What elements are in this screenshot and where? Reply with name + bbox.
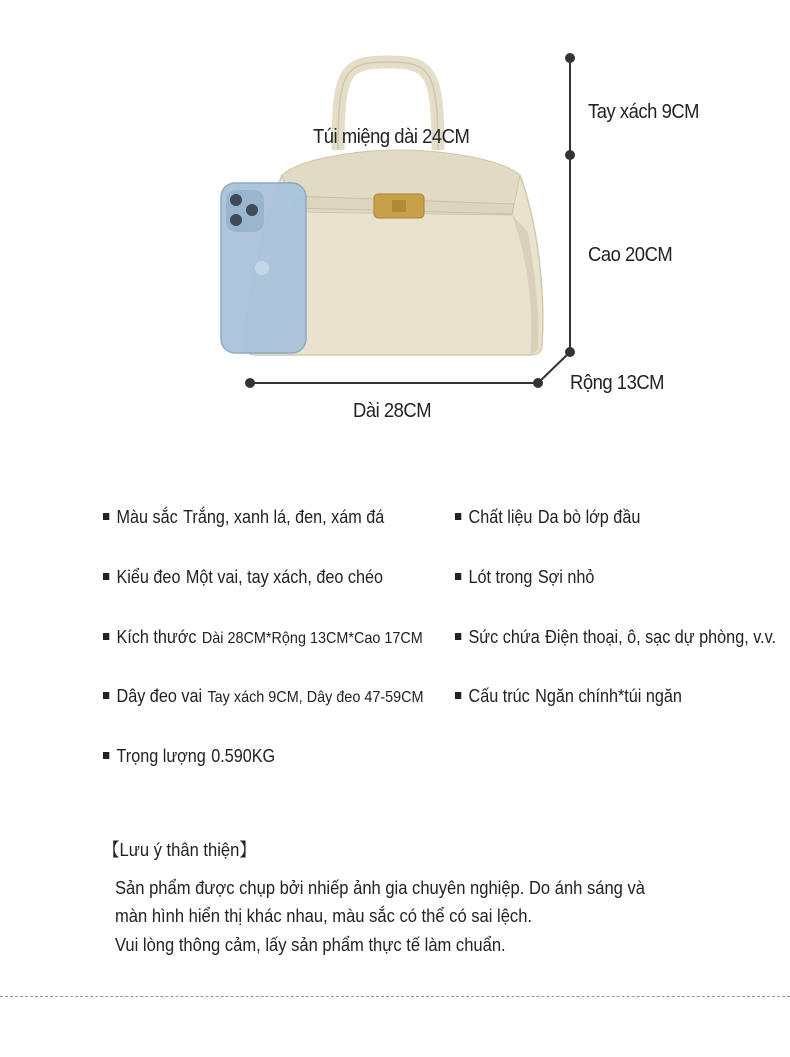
bag-illustration <box>0 0 790 440</box>
depth-dimension-line <box>538 352 570 383</box>
phone-lens-1 <box>230 194 242 206</box>
length-label: Dài 28CM <box>353 400 432 422</box>
phone-logo <box>255 261 269 275</box>
dimension-point-mid <box>565 150 575 160</box>
bullet-icon <box>455 573 461 580</box>
bullet-icon <box>455 513 461 520</box>
height-label: Cao 20CM <box>588 244 673 266</box>
spec-item-strap: Dây đeo vai Tay xách 9CM, Dây đeo 47-59CM <box>103 686 424 707</box>
bag-lock-plate <box>392 200 406 212</box>
dashed-divider <box>0 996 790 997</box>
spec-item-color: Màu sắc Trắng, xanh lá, đen, xám đá <box>103 507 384 528</box>
bullet-icon <box>103 633 109 640</box>
note-line-3: Vui lòng thông cảm, lấy sản phẩm thực tế làm chuẩn. <box>115 935 506 955</box>
note-line-1: Sản phẩm được chụp bởi nhiếp ảnh gia chuyên nghiệp. Do ánh sáng và <box>115 878 645 898</box>
spec-item-material: Chất liệu Da bò lớp đầu <box>455 507 640 528</box>
spec-item-style: Kiểu đeo Một vai, tay xách, đeo chéo <box>103 567 383 588</box>
spec-item-capacity: Sức chứa Điện thoại, ô, sạc dự phòng, v.v. <box>455 627 776 648</box>
opening-label: Túi miệng dài 24CM <box>313 126 470 148</box>
bullet-icon <box>455 633 461 640</box>
spec-item-lining: Lót trong Sợi nhỏ <box>455 567 594 588</box>
note-title: 【Lưu ý thân thiện】 <box>103 840 256 860</box>
length-point-left <box>245 378 255 388</box>
note-line-2: màn hình hiển thị khác nhau, màu sắc có thể có sai lệch. <box>115 906 533 926</box>
handle-label: Tay xách 9CM <box>588 101 700 123</box>
bullet-icon <box>455 692 461 699</box>
dimension-point-top <box>565 53 575 63</box>
phone-lens-3 <box>230 214 242 226</box>
product-dimension-diagram <box>0 0 790 440</box>
bullet-icon <box>103 513 109 520</box>
spec-item-size: Kích thước Dài 28CM*Rộng 13CM*Cao 17CM <box>103 627 423 648</box>
spec-item-weight: Trọng lượng 0.590KG <box>103 746 275 767</box>
spec-item-structure: Cấu trúc Ngăn chính*túi ngăn <box>455 686 682 707</box>
bullet-icon <box>103 692 109 699</box>
phone-lens-2 <box>246 204 258 216</box>
bullet-icon <box>103 752 109 759</box>
depth-label: Rộng 13CM <box>570 372 665 394</box>
bullet-icon <box>103 573 109 580</box>
